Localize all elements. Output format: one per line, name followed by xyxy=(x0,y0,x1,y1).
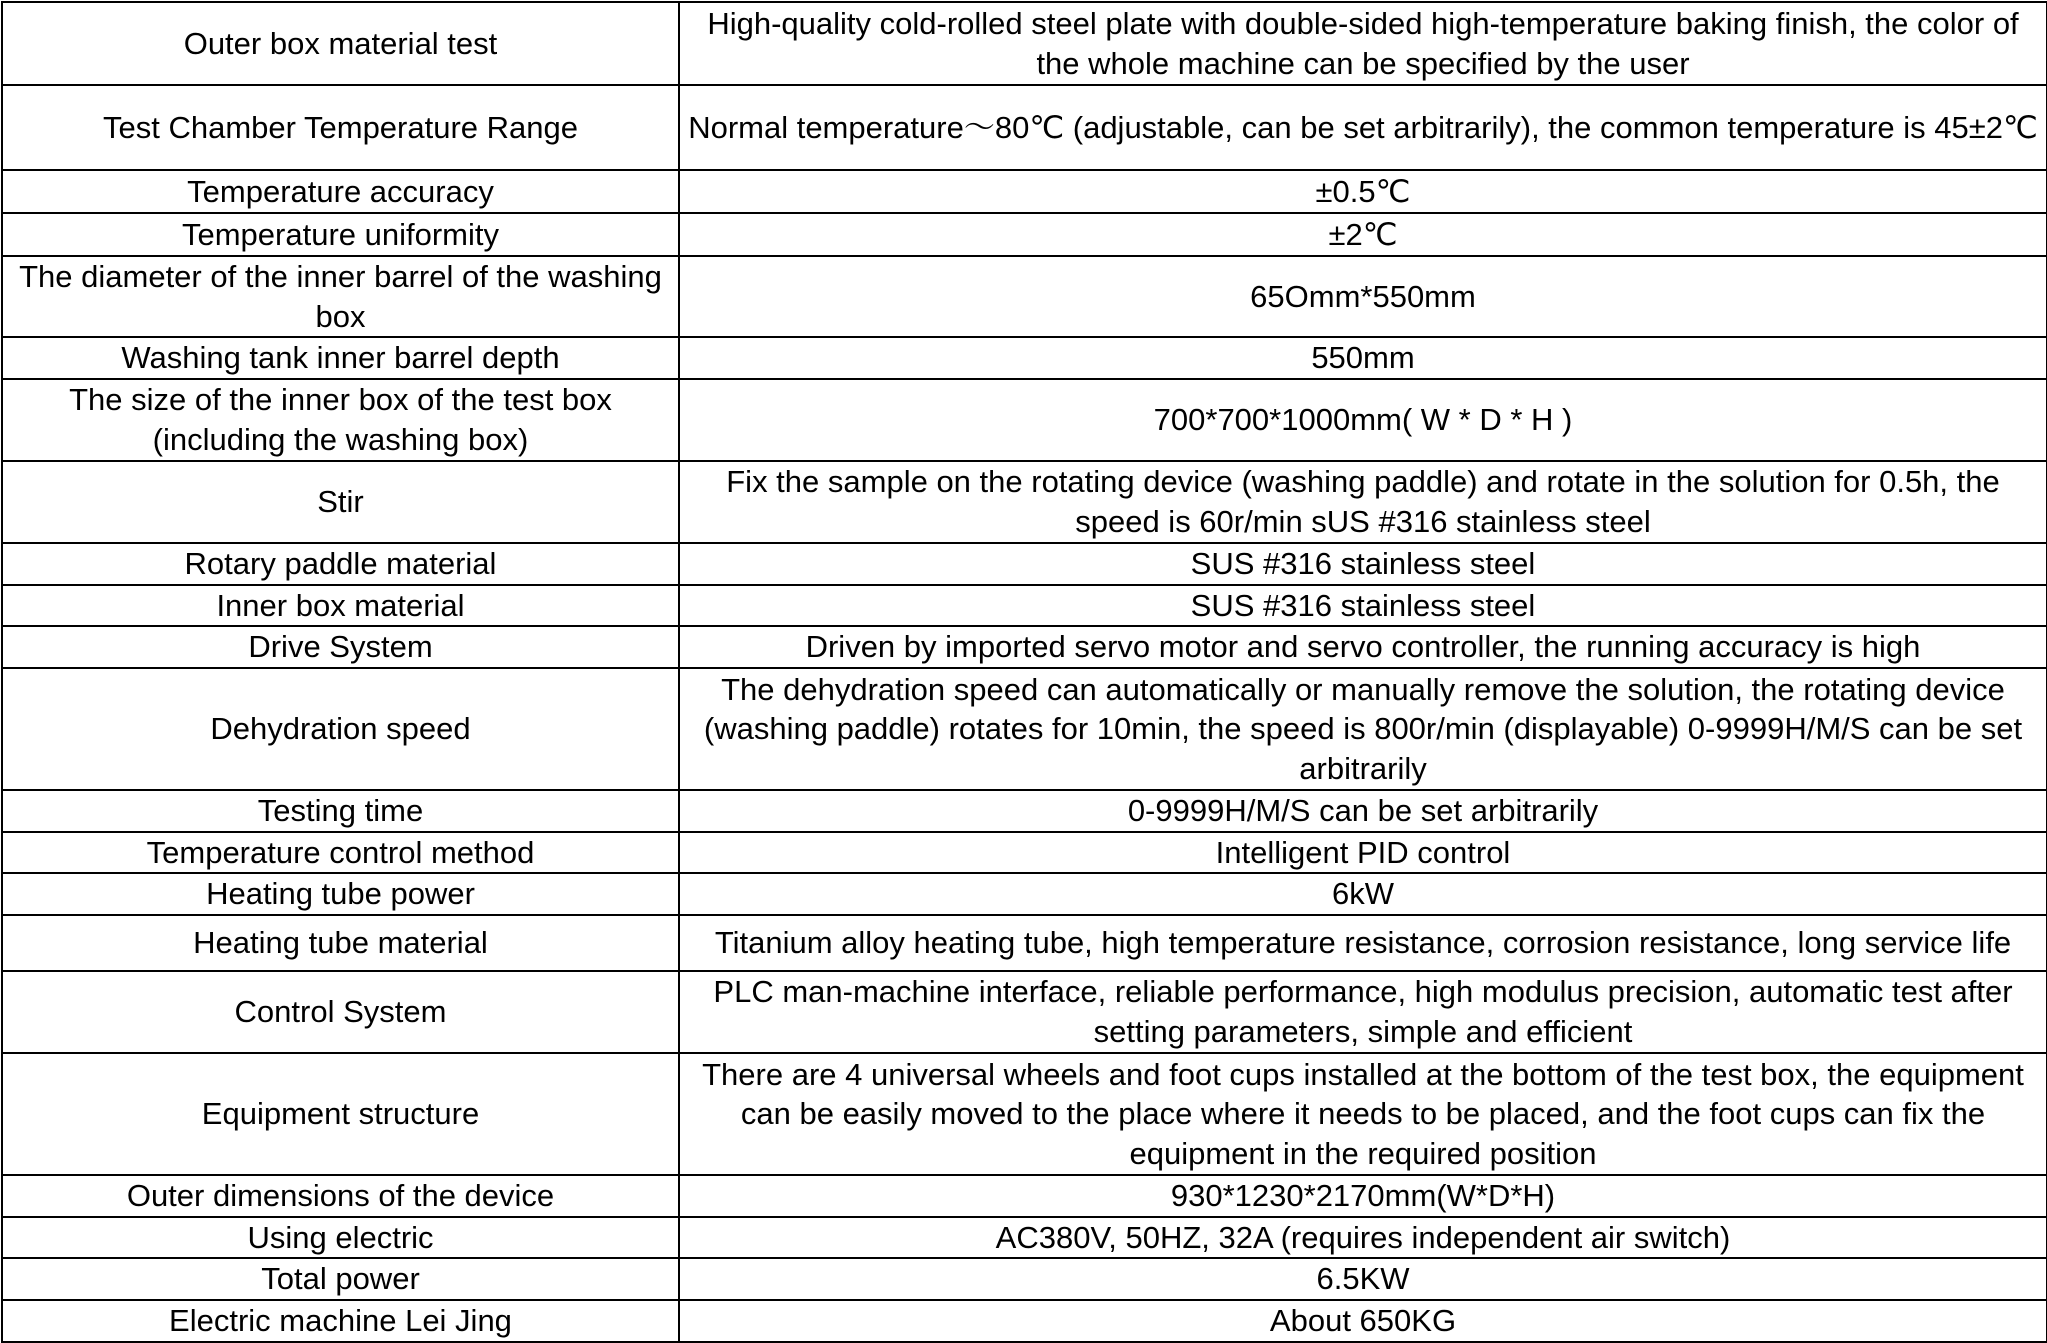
param-cell: Control System xyxy=(2,971,679,1053)
param-cell: Heating tube material xyxy=(2,915,679,971)
value-cell: 6.5KW xyxy=(679,1258,2047,1300)
value-cell: AC380V, 50HZ, 32A (requires independent air switch) xyxy=(679,1217,2047,1259)
table-row xyxy=(2,832,2047,874)
table-row xyxy=(2,337,2047,379)
table-row xyxy=(2,2,2047,85)
table-row xyxy=(2,543,2047,585)
table-row xyxy=(2,1300,2047,1342)
param-cell: Temperature accuracy xyxy=(2,170,679,213)
table-row xyxy=(2,461,2047,543)
table-row xyxy=(2,668,2047,790)
value-cell: 550mm xyxy=(679,337,2047,379)
param-cell: Temperature control method xyxy=(2,832,679,874)
value-cell: 6kW xyxy=(679,873,2047,915)
value-cell: There are 4 universal wheels and foot cups installed at the bottom of the test box, the equipment can be easily moved to the place where it needs to be placed, and the foot cups can fix the equipment in the required position xyxy=(679,1053,2047,1175)
value-cell: The dehydration speed can automatically or manually remove the solution, the rotating device (washing paddle) rotates for 10min, the speed is 800r/min (displayable) 0-9999H/M/S can be set arbitrarily xyxy=(679,668,2047,790)
table-row xyxy=(2,170,2047,213)
table-row xyxy=(2,379,2047,461)
value-cell: SUS #316 stainless steel xyxy=(679,585,2047,627)
value-cell: ±2℃ xyxy=(679,213,2047,256)
value-cell: Titanium alloy heating tube, high temperature resistance, corrosion resistance, long service life xyxy=(679,915,2047,971)
table-row xyxy=(2,971,2047,1053)
value-cell: 0-9999H/M/S can be set arbitrarily xyxy=(679,790,2047,832)
table-row xyxy=(2,1053,2047,1175)
value-cell: Fix the sample on the rotating device (washing paddle) and rotate in the solution for 0.5h, the speed is 60r/min sUS #316 stainless steel xyxy=(679,461,2047,543)
value-cell: PLC man-machine interface, reliable performance, high modulus precision, automatic test after setting parameters, simple and efficient xyxy=(679,971,2047,1053)
table-row xyxy=(2,873,2047,915)
value-cell: High-quality cold-rolled steel plate with double-sided high-temperature baking finish, the color of the whole machine can be specified by the user xyxy=(679,2,2047,85)
value-cell: Normal temperature～80℃ (adjustable, can be set arbitrarily), the common temperature is 45±2℃ xyxy=(679,85,2047,170)
value-cell: ±0.5℃ xyxy=(679,170,2047,213)
param-cell: Equipment structure xyxy=(2,1053,679,1175)
table-row xyxy=(2,790,2047,832)
param-cell: Dehydration speed xyxy=(2,668,679,790)
param-cell: Test Chamber Temperature Range xyxy=(2,85,679,170)
value-cell: About 650KG xyxy=(679,1300,2047,1342)
param-cell: Rotary paddle material xyxy=(2,543,679,585)
value-cell: SUS #316 stainless steel xyxy=(679,543,2047,585)
param-cell: Inner box material xyxy=(2,585,679,627)
param-cell: Total power xyxy=(2,1258,679,1300)
table-row xyxy=(2,256,2047,337)
table-row xyxy=(2,85,2047,170)
param-cell: Electric machine Lei Jing xyxy=(2,1300,679,1342)
table-row xyxy=(2,1175,2047,1217)
param-cell: Stir xyxy=(2,461,679,543)
spec-table xyxy=(1,1,2047,1343)
value-cell: 65Omm*550mm xyxy=(679,256,2047,337)
table-row xyxy=(2,213,2047,256)
value-cell: Intelligent PID control xyxy=(679,832,2047,874)
param-cell: Using electric xyxy=(2,1217,679,1259)
table-row xyxy=(2,626,2047,668)
param-cell: Temperature uniformity xyxy=(2,213,679,256)
param-cell: Outer box material test xyxy=(2,2,679,85)
param-cell: Drive System xyxy=(2,626,679,668)
table-row xyxy=(2,915,2047,971)
table-row xyxy=(2,1217,2047,1259)
value-cell: 930*1230*2170mm(W*D*H) xyxy=(679,1175,2047,1217)
param-cell: Outer dimensions of the device xyxy=(2,1175,679,1217)
value-cell: 700*700*1000mm( W * D * H ) xyxy=(679,379,2047,461)
value-cell: Driven by imported servo motor and servo controller, the running accuracy is high xyxy=(679,626,2047,668)
param-cell: The size of the inner box of the test box (including the washing box) xyxy=(2,379,679,461)
table-row xyxy=(2,585,2047,627)
param-cell: Washing tank inner barrel depth xyxy=(2,337,679,379)
param-cell: The diameter of the inner barrel of the washing box xyxy=(2,256,679,337)
table-row xyxy=(2,1258,2047,1300)
param-cell: Heating tube power xyxy=(2,873,679,915)
param-cell: Testing time xyxy=(2,790,679,832)
